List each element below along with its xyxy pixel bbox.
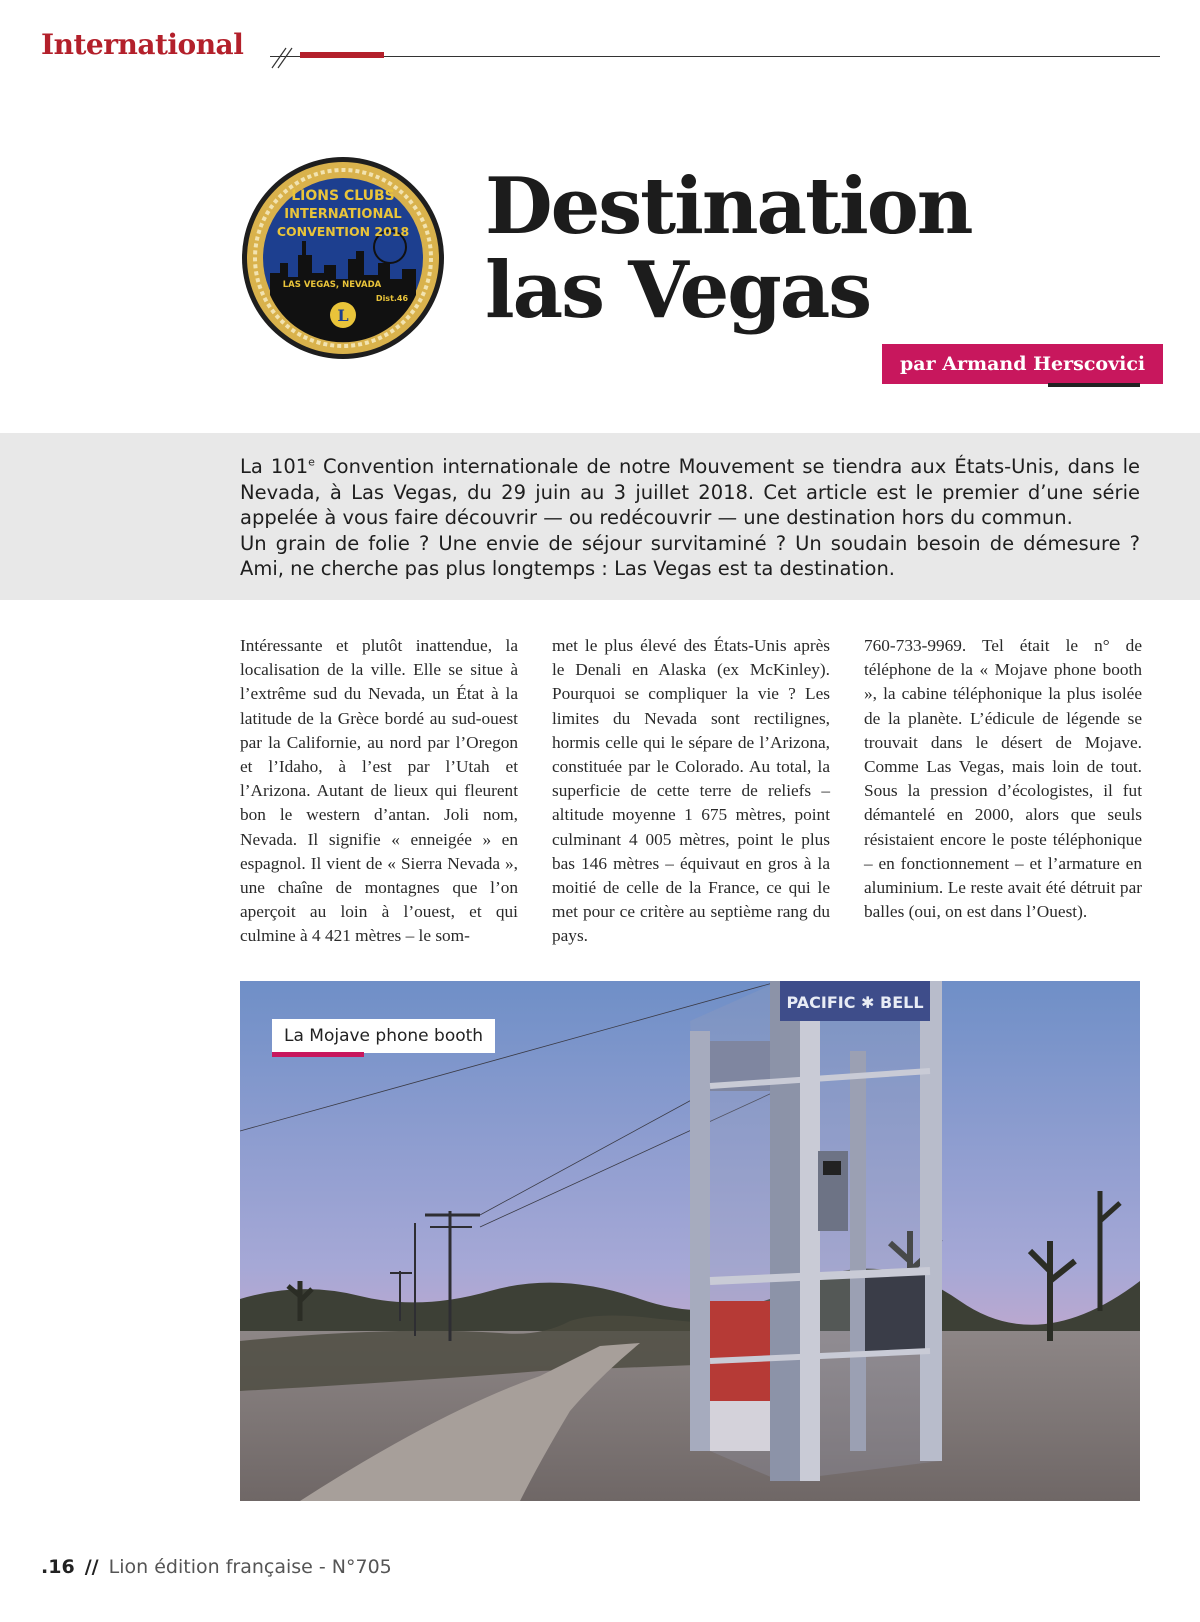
badge-district: Dist.46 [375, 294, 409, 303]
photo-caption: La Mojave phone booth [272, 1019, 495, 1053]
photo-sign: PACIFIC ✱ BELL [786, 993, 924, 1012]
slash-decoration [270, 46, 300, 70]
lead-paragraph [240, 454, 1140, 582]
badge-line2: INTERNATIONAL [284, 207, 402, 222]
body-column-3: 760-733-9969. Tel était le n° de téléphone de la « Mojave phone booth », la cabine téléphonique la plus isolée de la planète. L’édicule de légende se trouvait dans le désert de Mojave. Comme Las Vegas, mais loin de tout. Sous la pression d’écologistes, il fut démantelé en 2000, alors que seuls résistaient encore le poste téléphonique – en fonctionnement – et l’armature en aluminium. Le reste avait été détruit par balles (oui, on est dans l’Ouest). [864, 636, 1142, 922]
body-column-1: Intéressante et plutôt inattendue, la localisation de la ville. Elle se situe à l’extrême sud du Nevada, un État à la latitude de la Grèce bordé au sud-ouest par la Californie, au nord par l’Oregon et l’Idaho, à l’est par l’Utah et l’Arizona. Autant de lieux qui fleurent bon le western d’antan. Joli nom, Nevada. Il signifie « enneigée » en espagnol. Il vient de « Sierra Nevada », une chaîne de montagnes que l’on aperçoit au loin à l’ouest, et qui culmine à 4 421 mètres – le som- [240, 636, 518, 946]
header-accent [300, 52, 384, 58]
lead-p1: La 101e Convention internationale de notre Mouvement se tiendra aux États-Unis, dans le Nevada, à Las Vegas, du 29 juin au 3 juillet 2018. Cet article est le premier d’une série appelée à vous faire découvrir — ou redécouvrir — une destination hors du commun. [240, 455, 1140, 529]
page-number: .16 [41, 1556, 75, 1578]
caption-accent [272, 1052, 364, 1057]
body-column-2: met le plus élevé des États-Unis après le Denali en Alaska (ex McKinley). Pourquoi se compliquer la vie ? Les limites du Nevada sont rectilignes, hormis celle qui le sépare de l’Arizona, constituée par le Colorado. Au total, la superficie de cette terre de reliefs – altitude moyenne 1 675 mètres, point culminant 4 005 mètres, point le plus bas 146 mètres – équivaut en gros à la moitié de celle de la France, ce qui le met pour ce critère au septième rang du pays. [552, 636, 830, 946]
badge-line3: CONVENTION 2018 [276, 224, 410, 239]
lead-p2: Un grain de folie ? Une envie de séjour survitaminé ? Un soudain besoin de démesure ? Ami, ne cherche pas plus longtemps : Las Vegas est ta destination. [240, 531, 1140, 580]
title-line-1: Destination [485, 161, 972, 252]
phone-booth-illustration [690, 981, 942, 1481]
convention-badge [240, 155, 446, 361]
title-line-2: las Vegas [485, 245, 871, 336]
page-footer [41, 1556, 392, 1578]
section-label: International [41, 28, 244, 61]
byline-underline [1048, 383, 1140, 387]
lions-emblem-icon: L [337, 306, 349, 325]
article-title [485, 161, 972, 336]
badge-location: LAS VEGAS, NEVADA [282, 280, 382, 290]
header-rule [270, 56, 1160, 57]
badge-line1: LIONS CLUBS [291, 188, 395, 204]
publication-name: Lion édition française - N°705 [108, 1556, 392, 1578]
byline: par Armand Herscovici [882, 344, 1163, 384]
phone-booth-photo [240, 981, 1140, 1501]
footer-separator: // [84, 1556, 99, 1578]
